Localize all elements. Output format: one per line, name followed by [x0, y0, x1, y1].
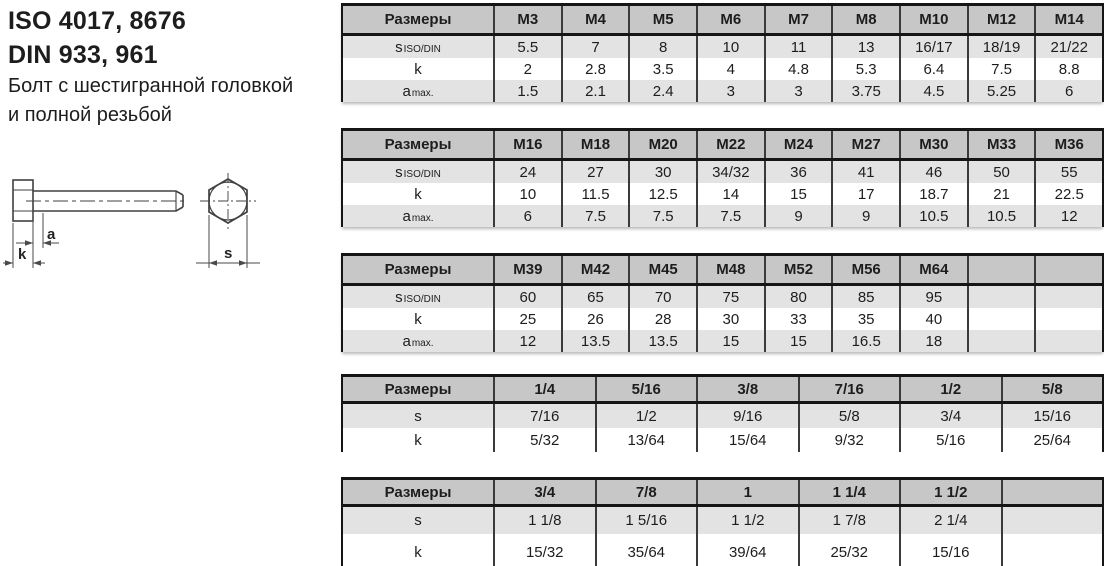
- cell-value: 5.3: [831, 58, 899, 80]
- cell-value: 39/64: [696, 534, 798, 566]
- cell-value: 16.5: [831, 330, 899, 352]
- cell-value: 41: [831, 161, 899, 183]
- table-row: [343, 286, 1102, 308]
- cell-value: 60: [493, 286, 561, 308]
- table-row: [343, 183, 1102, 205]
- cell-value: 33: [764, 308, 832, 330]
- cell-value: 24: [493, 161, 561, 183]
- cell-value: 27: [561, 161, 629, 183]
- cell-value: 1 7/8: [798, 507, 900, 534]
- column-header: 5/8: [1001, 377, 1103, 401]
- cell-value: 15/64: [696, 428, 798, 452]
- column-header: 1 1/4: [798, 480, 900, 504]
- table-header-row: [343, 377, 1102, 404]
- cell-value: 3/4: [899, 404, 1001, 428]
- row-label: k: [414, 60, 422, 78]
- column-header: M8: [831, 6, 899, 33]
- cell-value: 13: [831, 36, 899, 58]
- column-header: M64: [899, 256, 967, 283]
- table-row: [343, 161, 1102, 183]
- cell-value: 10.5: [967, 205, 1035, 227]
- cell-value: 13.5: [628, 330, 696, 352]
- cell-value: 30: [696, 308, 764, 330]
- cell-value: 8.8: [1034, 58, 1102, 80]
- cell-value: 11: [764, 36, 832, 58]
- cell-value: 8: [628, 36, 696, 58]
- table-row: [343, 428, 1102, 452]
- cell-value: 7.5: [561, 205, 629, 227]
- title-block: [8, 4, 343, 130]
- standard-iso-title: ISO 4017, 8676: [8, 7, 186, 35]
- cell-value: 15: [696, 330, 764, 352]
- cell-value: 25: [493, 308, 561, 330]
- cell-value: 18: [899, 330, 967, 352]
- cell-value: [1001, 534, 1103, 566]
- cell-value: 1.5: [493, 80, 561, 102]
- cell-value: 6: [1034, 80, 1102, 102]
- cell-value: 21: [967, 183, 1035, 205]
- column-header: 3/4: [493, 480, 595, 504]
- row-label: k: [414, 431, 422, 449]
- cell-value: 12: [493, 330, 561, 352]
- size-header-label: Размеры: [384, 380, 452, 398]
- column-header: M24: [764, 131, 832, 158]
- cell-value: 14: [696, 183, 764, 205]
- cell-value: 10.5: [899, 205, 967, 227]
- bolt-end-view: [200, 173, 256, 229]
- cell-value: 5/16: [899, 428, 1001, 452]
- cell-value: 35/64: [595, 534, 697, 566]
- cell-value: 1 5/16: [595, 507, 697, 534]
- cell-value: 15/16: [899, 534, 1001, 566]
- cell-value: 21/22: [1034, 36, 1102, 58]
- row-label: s $_{ISO/DIN}$: [395, 288, 441, 306]
- column-header: M39: [493, 256, 561, 283]
- cell-value: [1034, 330, 1102, 352]
- size-header-label: Размеры: [384, 261, 452, 278]
- cell-value: 11.5: [561, 183, 629, 205]
- row-label: s: [414, 407, 422, 425]
- cell-value: 50: [967, 161, 1035, 183]
- cell-value: 13.5: [561, 330, 629, 352]
- cell-value: 5/8: [798, 404, 900, 428]
- column-header: [1001, 480, 1103, 504]
- row-label: k: [414, 185, 422, 203]
- cell-value: 6: [493, 205, 561, 227]
- table-header-row: [343, 256, 1102, 286]
- cell-value: 15: [764, 183, 832, 205]
- cell-value: 36: [764, 161, 832, 183]
- column-header: M5: [628, 6, 696, 33]
- dim-s-label: s: [224, 245, 233, 262]
- column-header: [967, 256, 1035, 283]
- cell-value: 25/32: [798, 534, 900, 566]
- cell-value: 6.4: [899, 58, 967, 80]
- cell-value: 15: [764, 330, 832, 352]
- row-label: s $_{ISO/DIN}$: [395, 38, 441, 56]
- column-header: [1034, 256, 1102, 283]
- row-label: s: [414, 512, 422, 529]
- cell-value: 7/16: [493, 404, 595, 428]
- row-label: a $_{max.}$: [402, 332, 434, 350]
- column-header: M20: [628, 131, 696, 158]
- cell-value: 2 1/4: [899, 507, 1001, 534]
- cell-value: 4.8: [764, 58, 832, 80]
- cell-value: 34/32: [696, 161, 764, 183]
- cell-value: 75: [696, 286, 764, 308]
- column-header: M18: [561, 131, 629, 158]
- cell-value: 85: [831, 286, 899, 308]
- dimension-arrows-side: [5, 240, 51, 265]
- column-header: M10: [899, 6, 967, 33]
- cell-value: 9: [831, 205, 899, 227]
- cell-value: 65: [561, 286, 629, 308]
- column-header: 5/16: [595, 377, 697, 401]
- table-inch-small: [341, 374, 1104, 452]
- cell-value: 3: [764, 80, 832, 102]
- size-header-label: Размеры: [384, 483, 452, 501]
- cell-value: 3.5: [628, 58, 696, 80]
- table-row: [343, 308, 1102, 330]
- column-header: M30: [899, 131, 967, 158]
- column-header: M22: [696, 131, 764, 158]
- table-row: [343, 36, 1102, 58]
- table-metric-m16-m36: [341, 128, 1104, 227]
- table-row: [343, 205, 1102, 227]
- cell-value: 3.75: [831, 80, 899, 102]
- column-header: M27: [831, 131, 899, 158]
- cell-value: 4: [696, 58, 764, 80]
- cell-value: 22.5: [1034, 183, 1102, 205]
- cell-value: 9: [764, 205, 832, 227]
- cell-value: 13/64: [595, 428, 697, 452]
- table-row: [343, 534, 1102, 566]
- cell-value: 30: [628, 161, 696, 183]
- cell-value: 7: [561, 36, 629, 58]
- cell-value: 5.25: [967, 80, 1035, 102]
- size-header-label: Размеры: [384, 136, 452, 153]
- table-inch-large: [341, 477, 1104, 566]
- column-header: M7: [764, 6, 832, 33]
- table-row: [343, 507, 1102, 534]
- size-header-label: Размеры: [384, 11, 452, 28]
- column-header: M52: [764, 256, 832, 283]
- cell-value: 2.1: [561, 80, 629, 102]
- cell-value: [967, 286, 1035, 308]
- row-label: k: [414, 310, 422, 328]
- column-header: M4: [561, 6, 629, 33]
- cell-value: 80: [764, 286, 832, 308]
- cell-value: 2.4: [628, 80, 696, 102]
- cell-value: 2: [493, 58, 561, 80]
- table-row: [343, 80, 1102, 102]
- cell-value: 7.5: [967, 58, 1035, 80]
- cell-value: 10: [696, 36, 764, 58]
- table-header-row: [343, 6, 1102, 36]
- cell-value: 25/64: [1001, 428, 1103, 452]
- row-label: a $_{max.}$: [402, 207, 434, 225]
- cell-value: 10: [493, 183, 561, 205]
- cell-value: [1001, 507, 1103, 534]
- column-header: M48: [696, 256, 764, 283]
- table-row: [343, 330, 1102, 352]
- cell-value: 7.5: [628, 205, 696, 227]
- cell-value: 70: [628, 286, 696, 308]
- cell-value: 40: [899, 308, 967, 330]
- dim-a-label: a: [47, 226, 56, 243]
- cell-value: 3: [696, 80, 764, 102]
- column-header: 7/8: [595, 480, 697, 504]
- row-label: a $_{max.}$: [402, 82, 434, 100]
- table-header-row: [343, 480, 1102, 507]
- cell-value: 46: [899, 161, 967, 183]
- cell-value: 18/19: [967, 36, 1035, 58]
- column-header: M3: [493, 6, 561, 33]
- cell-value: [967, 308, 1035, 330]
- description-line-2: и полной резьбой: [8, 104, 172, 126]
- standard-din-title: DIN 933, 961: [8, 41, 158, 69]
- description-line-1: Болт с шестигранной головкой: [8, 75, 294, 97]
- column-header: 1 1/2: [899, 480, 1001, 504]
- cell-value: 12.5: [628, 183, 696, 205]
- cell-value: 17: [831, 183, 899, 205]
- column-header: 1/2: [899, 377, 1001, 401]
- cell-value: [1034, 286, 1102, 308]
- cell-value: 5.5: [493, 36, 561, 58]
- table-row: [343, 58, 1102, 80]
- column-header: M6: [696, 6, 764, 33]
- column-header: M56: [831, 256, 899, 283]
- dim-k-label: k: [18, 246, 27, 263]
- cell-value: 9/16: [696, 404, 798, 428]
- cell-value: 16/17: [899, 36, 967, 58]
- column-header: 1: [696, 480, 798, 504]
- column-header: M12: [967, 6, 1035, 33]
- table-row: [343, 404, 1102, 428]
- cell-value: 4.5: [899, 80, 967, 102]
- cell-value: 5/32: [493, 428, 595, 452]
- column-header: 3/8: [696, 377, 798, 401]
- cell-value: 55: [1034, 161, 1102, 183]
- cell-value: 26: [561, 308, 629, 330]
- table-metric-m3-m14: [341, 3, 1104, 102]
- column-header: 1/4: [493, 377, 595, 401]
- bolt-technical-drawing: [2, 156, 302, 336]
- column-header: M33: [967, 131, 1035, 158]
- row-label: k: [414, 544, 422, 561]
- column-header: M42: [561, 256, 629, 283]
- cell-value: 7.5: [696, 205, 764, 227]
- bolt-side-view: [13, 180, 188, 221]
- cell-value: 95: [899, 286, 967, 308]
- cell-value: 28: [628, 308, 696, 330]
- column-header: M16: [493, 131, 561, 158]
- cell-value: 15/16: [1001, 404, 1103, 428]
- cell-value: 1 1/2: [696, 507, 798, 534]
- cell-value: 2.8: [561, 58, 629, 80]
- column-header: M14: [1034, 6, 1102, 33]
- table-metric-m39-m64: [341, 253, 1104, 352]
- cell-value: [967, 330, 1035, 352]
- column-header: M36: [1034, 131, 1102, 158]
- cell-value: 1/2: [595, 404, 697, 428]
- cell-value: 12: [1034, 205, 1102, 227]
- cell-value: [1034, 308, 1102, 330]
- cell-value: 35: [831, 308, 899, 330]
- cell-value: 15/32: [493, 534, 595, 566]
- cell-value: 9/32: [798, 428, 900, 452]
- column-header: M45: [628, 256, 696, 283]
- column-header: 7/16: [798, 377, 900, 401]
- table-header-row: [343, 131, 1102, 161]
- cell-value: 1 1/8: [493, 507, 595, 534]
- row-label: s $_{ISO/DIN}$: [395, 163, 441, 181]
- cell-value: 18.7: [899, 183, 967, 205]
